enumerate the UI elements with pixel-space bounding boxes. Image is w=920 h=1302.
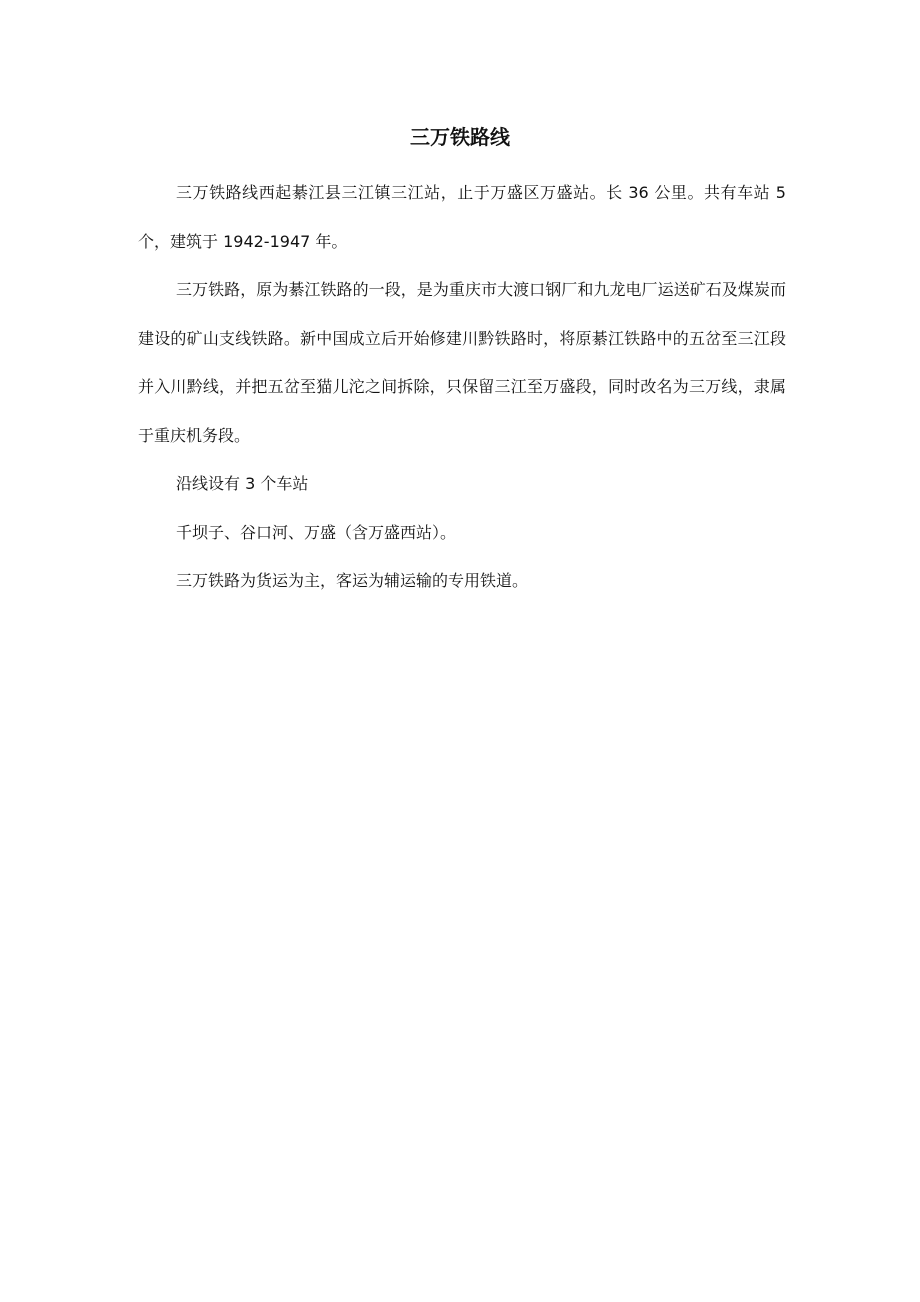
- document-title: 三万铁路线: [410, 125, 510, 149]
- paragraph-usage: 三万铁路为货运为主，客运为辅运输的专用铁道。: [176, 571, 529, 590]
- document-body: [138, 169, 786, 606]
- paragraph-station-list: 千坝子、谷口河、万盛（含万盛西站）。: [176, 522, 457, 542]
- paragraph-history: 三万铁路，原为綦江铁路的一段，是为重庆市大渡口钢厂和九龙电厂运送矿石及煤炭而建设的矿山支线铁路。新中国成立后开始修建川黔铁路时，将原綦江铁路中的五岔至三江段并入川黔线，并把五岔至猫儿沱之间拆除，只保留三江至万盛段，同时改名为三万线，隶属于重庆机务段。: [138, 280, 786, 445]
- paragraph-intro: 三万铁路线西起綦江县三江镇三江站，止于万盛区万盛站。长 36 公里。共有车站 5 个，建筑于 1942-1947 年。: [138, 183, 786, 251]
- paragraph-station-count: 沿线设有 3 个车站: [176, 474, 309, 493]
